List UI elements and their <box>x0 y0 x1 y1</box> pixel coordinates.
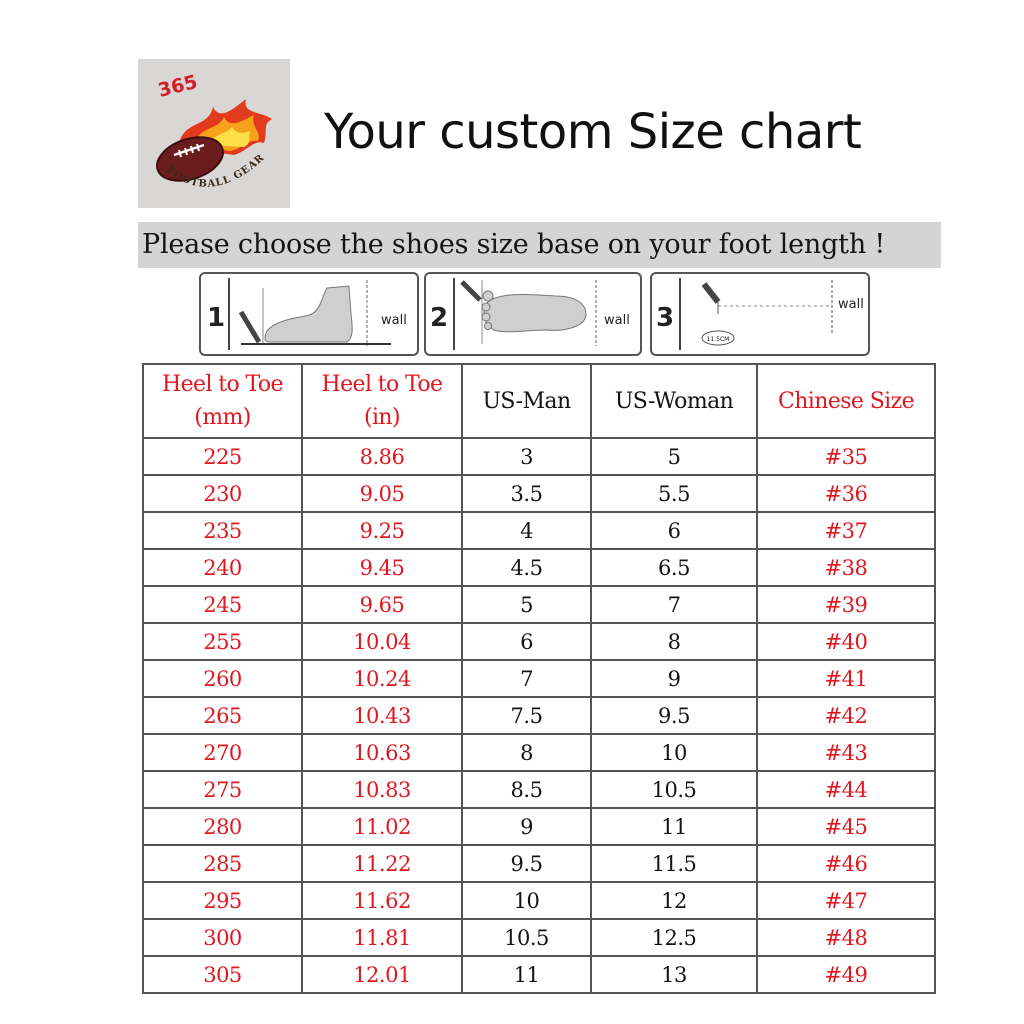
cell-us-man: 3.5 <box>462 475 591 512</box>
cell-heel-to-toe-in: 10.04 <box>302 623 462 660</box>
cell-us-woman: 8 <box>591 623 757 660</box>
cell-heel-to-toe-in: 11.22 <box>302 845 462 882</box>
cell-us-man: 4.5 <box>462 549 591 586</box>
cell-us-man: 6 <box>462 623 591 660</box>
pencil-icon <box>462 282 480 300</box>
cell-us-woman: 12.5 <box>591 919 757 956</box>
cell-heel-to-toe-mm: 285 <box>143 845 302 882</box>
cell-heel-to-toe-mm: 245 <box>143 586 302 623</box>
table-header-row <box>143 364 935 438</box>
header-line: Heel to Toe <box>321 372 443 397</box>
step-number: 3 <box>656 303 675 333</box>
cell-us-man: 10 <box>462 882 591 919</box>
cell-heel-to-toe-mm: 270 <box>143 734 302 771</box>
cell-heel-to-toe-in: 10.83 <box>302 771 462 808</box>
header-line: Heel to Toe <box>162 372 283 397</box>
cell-chinese-size: #39 <box>757 586 935 623</box>
cell-chinese-size: #43 <box>757 734 935 771</box>
cell-chinese-size: #37 <box>757 512 935 549</box>
cell-heel-to-toe-in: 11.02 <box>302 808 462 845</box>
cell-us-man: 5 <box>462 586 591 623</box>
cell-heel-to-toe-mm: 265 <box>143 697 302 734</box>
cell-chinese-size: #35 <box>757 438 935 475</box>
cell-heel-to-toe-in: 9.65 <box>302 586 462 623</box>
cell-heel-to-toe-in: 8.86 <box>302 438 462 475</box>
cell-us-man: 7 <box>462 660 591 697</box>
column-header-heel-to-toe-mm <box>143 364 302 438</box>
table-row <box>143 512 935 549</box>
football-flame-logo-icon <box>138 59 290 208</box>
cell-heel-to-toe-mm: 305 <box>143 956 302 993</box>
wall-label: wall <box>381 313 407 328</box>
logo-number-text: 365 <box>155 70 200 102</box>
table-row <box>143 956 935 993</box>
wall-label: wall <box>604 313 630 328</box>
cell-heel-to-toe-in: 9.05 <box>302 475 462 512</box>
cell-us-man: 7.5 <box>462 697 591 734</box>
table-row <box>143 549 935 586</box>
instruction-banner: Please choose the shoes size base on your foot length ! <box>138 222 941 268</box>
table-row <box>143 919 935 956</box>
cell-chinese-size: #44 <box>757 771 935 808</box>
cell-chinese-size: #47 <box>757 882 935 919</box>
step-2-diagram <box>424 272 642 356</box>
table-row <box>143 882 935 919</box>
cell-chinese-size: #36 <box>757 475 935 512</box>
cell-heel-to-toe-mm: 275 <box>143 771 302 808</box>
cell-heel-to-toe-mm: 295 <box>143 882 302 919</box>
cell-us-woman: 13 <box>591 956 757 993</box>
table-row <box>143 438 935 475</box>
cell-us-woman: 9.5 <box>591 697 757 734</box>
cell-us-man: 3 <box>462 438 591 475</box>
cell-heel-to-toe-in: 11.81 <box>302 919 462 956</box>
column-header-chinese-size: Chinese Size <box>757 364 935 438</box>
cell-heel-to-toe-mm: 255 <box>143 623 302 660</box>
step-number: 2 <box>430 303 449 333</box>
table-row <box>143 771 935 808</box>
cell-us-woman: 9 <box>591 660 757 697</box>
step-1-diagram <box>199 272 419 356</box>
table-row <box>143 845 935 882</box>
table-row <box>143 586 935 623</box>
table-row <box>143 660 935 697</box>
cell-us-woman: 10 <box>591 734 757 771</box>
cell-heel-to-toe-in: 11.62 <box>302 882 462 919</box>
cell-chinese-size: #45 <box>757 808 935 845</box>
cell-chinese-size: #46 <box>757 845 935 882</box>
cell-us-woman: 11.5 <box>591 845 757 882</box>
step-number: 1 <box>207 303 226 333</box>
column-header-us-man: US-Man <box>462 364 591 438</box>
step-3-diagram <box>650 272 870 356</box>
cell-chinese-size: #48 <box>757 919 935 956</box>
cell-heel-to-toe-in: 10.63 <box>302 734 462 771</box>
cell-chinese-size: #41 <box>757 660 935 697</box>
cell-heel-to-toe-in: 9.25 <box>302 512 462 549</box>
wall-label: wall <box>838 297 864 312</box>
cell-heel-to-toe-mm: 235 <box>143 512 302 549</box>
cell-us-woman: 6.5 <box>591 549 757 586</box>
cell-us-man: 8 <box>462 734 591 771</box>
table-row <box>143 475 935 512</box>
cell-heel-to-toe-mm: 230 <box>143 475 302 512</box>
cell-heel-to-toe-in: 10.24 <box>302 660 462 697</box>
pencil-icon <box>241 312 259 342</box>
table-row <box>143 697 935 734</box>
cell-chinese-size: #38 <box>757 549 935 586</box>
table-row <box>143 623 935 660</box>
cell-heel-to-toe-mm: 300 <box>143 919 302 956</box>
table-row <box>143 734 935 771</box>
cell-heel-to-toe-mm: 240 <box>143 549 302 586</box>
cell-us-woman: 10.5 <box>591 771 757 808</box>
column-header-heel-to-toe-in <box>302 364 462 438</box>
cell-us-man: 8.5 <box>462 771 591 808</box>
cell-us-woman: 5.5 <box>591 475 757 512</box>
cell-us-woman: 11 <box>591 808 757 845</box>
logo-arc-text: FOOTBALL GEAR <box>164 152 267 190</box>
cell-us-woman: 5 <box>591 438 757 475</box>
cell-us-woman: 7 <box>591 586 757 623</box>
header-unit: (mm) <box>194 405 251 430</box>
cell-us-man: 9.5 <box>462 845 591 882</box>
cell-heel-to-toe-mm: 280 <box>143 808 302 845</box>
measure-label: 11.5CM <box>706 336 730 343</box>
cell-us-man: 4 <box>462 512 591 549</box>
cell-us-woman: 6 <box>591 512 757 549</box>
cell-heel-to-toe-mm: 260 <box>143 660 302 697</box>
cell-chinese-size: #42 <box>757 697 935 734</box>
cell-heel-to-toe-in: 12.01 <box>302 956 462 993</box>
cell-us-woman: 12 <box>591 882 757 919</box>
size-table-body <box>143 438 935 993</box>
page-title: Your custom Size chart <box>324 104 862 160</box>
table-row <box>143 808 935 845</box>
cell-us-man: 9 <box>462 808 591 845</box>
cell-heel-to-toe-in: 9.45 <box>302 549 462 586</box>
cell-us-man: 11 <box>462 956 591 993</box>
size-chart-table <box>142 363 936 994</box>
brand-logo <box>138 59 290 208</box>
cell-heel-to-toe-mm: 225 <box>143 438 302 475</box>
pencil-icon <box>704 284 718 302</box>
cell-chinese-size: #49 <box>757 956 935 993</box>
column-header-us-woman: US-Woman <box>591 364 757 438</box>
cell-chinese-size: #40 <box>757 623 935 660</box>
cell-heel-to-toe-in: 10.43 <box>302 697 462 734</box>
cell-us-man: 10.5 <box>462 919 591 956</box>
header-unit: (in) <box>364 405 400 430</box>
